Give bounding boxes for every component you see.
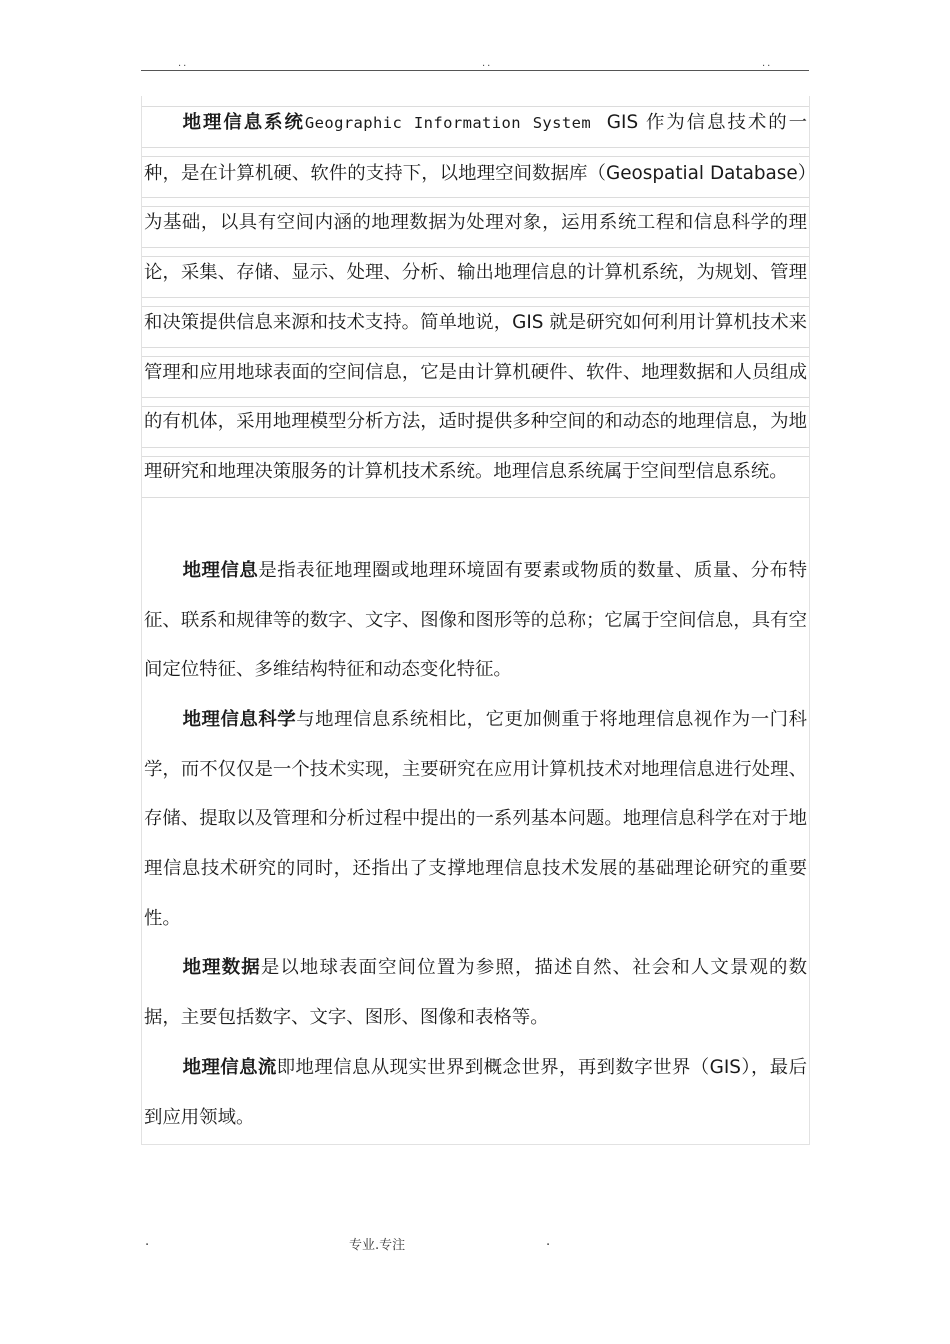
term-geo-info: 地理信息 xyxy=(182,560,259,581)
term-gis-english: Geographic Information System xyxy=(304,114,592,132)
paragraph-gis-science xyxy=(144,695,807,944)
paragraph-geo-data xyxy=(144,943,807,1042)
term-geo-data: 地理数据 xyxy=(182,957,261,978)
paragraph-geo-info-body: 是指表征地理圈或地理环境固有要素或物质的数量、质量、分布特征、联系和规律等的数字、文字、图像和图形等的总称；它属于空间信息，具有空间定位特征、多维结构特征和动态变化特征。 xyxy=(144,560,807,681)
paragraph-info-flow-body: 即地理信息从现实世界到概念世界，再到数字世界（GIS），最后到应用领域。 xyxy=(144,1057,807,1128)
paragraph-geo-data-body: 是以地球表面空间位置为参照，描述自然、社会和人文景观的数据，主要包括数字、文字、图形、图像和表格等。 xyxy=(144,957,807,1028)
paragraph-gis xyxy=(144,98,807,497)
paragraph-gis-science-body: 与地理信息系统相比，它更加侧重于将地理信息视作为一门科学，而不仅仅是一个技术实现，主要研究在应用计算机技术对地理信息进行处理、存储、提取以及管理和分析过程中提出的一系列基本问题。地理信息科学在对于地理信息技术研究的同时，还指出了支撑地理信息技术发展的基础理论研究的重要性。 xyxy=(144,709,807,929)
footer-mark-left: . xyxy=(145,1234,150,1249)
paragraph-info-flow xyxy=(144,1043,807,1142)
paragraph-gis-body: GIS 作为信息技术的一种，是在计算机硬、软件的支持下，以地理空间数据库（Geospatial Database）为基础，以具有空间内涵的地理数据为处理对象，运用系统工程和信息科学的理论，采集、存储、显示、处理、分析、输出地理信息的计算机系统，为规划、管理和决策提供信息来源和技术支持。简单地说，GIS 就是研究如何利用计算机技术来管理和应用地球表面的空间信息，它是由计算机硬件、软件、地理数据和人员组成的有机体，采用地理模型分析方法，适时提供多种空间的和动态的地理信息，为地理研究和地理决策服务的计算机技术系统。地理信息系统属于空间型信息系统。 xyxy=(144,112,807,482)
footer-text: 专业.专注 xyxy=(349,1238,406,1253)
header-mark-center: .. xyxy=(482,58,493,69)
term-gis-science: 地理信息科学 xyxy=(182,709,297,730)
header-rule xyxy=(141,70,809,71)
header-mark-right: .. xyxy=(762,58,773,69)
footer-mark-right: . xyxy=(546,1234,551,1249)
document-body xyxy=(141,96,810,1145)
header-mark-left: .. xyxy=(178,58,189,69)
term-gis: 地理信息系统 xyxy=(182,112,305,133)
paragraph-geo-info xyxy=(144,546,807,695)
term-info-flow: 地理信息流 xyxy=(182,1057,277,1078)
